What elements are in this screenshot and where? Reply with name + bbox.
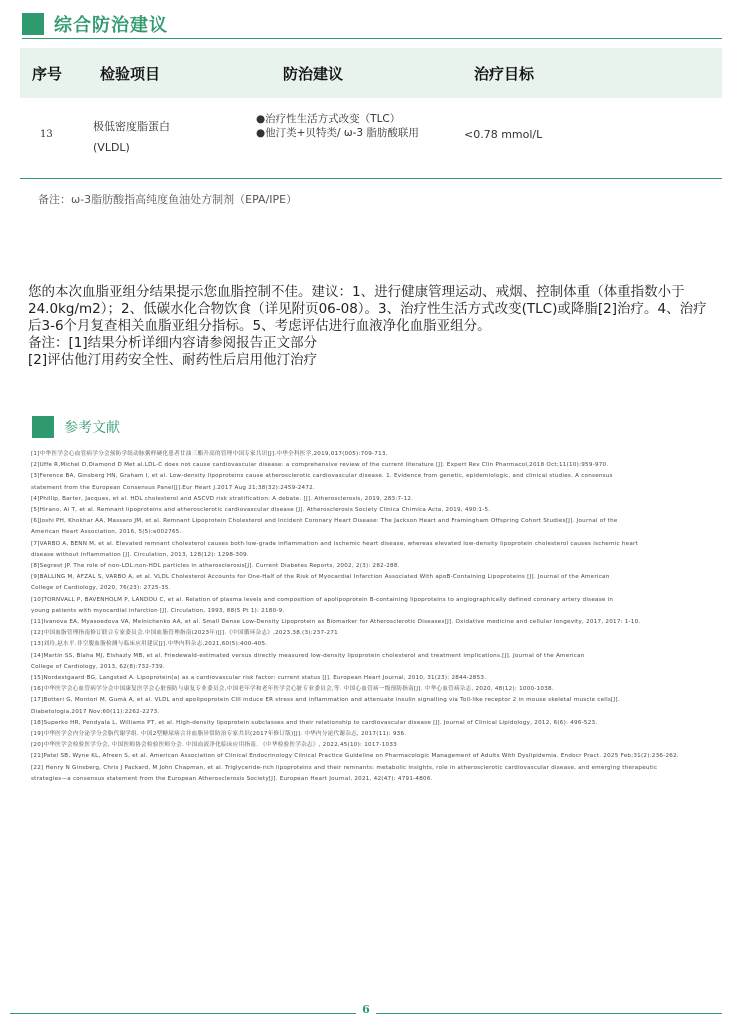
row-no: 13 [40,129,53,140]
header-no: 序号 [32,64,63,83]
reference-item: [17]Botteri G, Montori M, Gumà A, et al. VLDL and apolipoprotein CIII induce ER stress and inflammation and attenuate insulin signalling via Toll-like receptor 2 in mouse skeletal muscle cells[J]. [31,697,620,704]
reference-item: [15]Nordestgaard BG, Langsted A. Lipoprotein(a) as a cardiovascular risk factor: current status [J]. European Heart Journal, 2010, 31(23): 2844-2853. [31,675,487,682]
reference-item: [9]BALLING M, AFZAL S, VARBO A, et al. VLDL Cholesterol Accounts for One-Half of the Risk of Myocardial Infarction Associated With apoB-Containing Lipoproteins [J]. Journal of the American [31,574,610,581]
reference-item: [8]Segrest JP. The role of non-LDL:non-HDL particles in atherosclerosis[J]. Current Diabetes Reports, 2002, 2(3): 282-288. [31,563,400,570]
reference-item: [4]Phillip, Barter, Jacques, et al. HDL cholesterol and ASCVD risk stratification: A debate. [J]. Atherosclerosis, 2019, 283:7-12. [31,495,414,502]
reference-item: [19]中华医学会内分泌学分会脂代谢学组. 中国2型糖尿病合并血脂异常防治专家共识(2017年修订版)[J]. 中华内分泌代谢杂志, 2017(11): 936. [31,731,407,738]
summary-note: [2]评估他汀用药安全性、耐药性后启用他汀治疗 [28,352,318,368]
reference-item: College of Cardiology, 2013, 62(8):732-739. [31,663,165,670]
reference-item: statement from the European Consensus Panel[J].Eur Heart J.2017 Aug 21;38(32):2459-2472. [31,484,315,491]
row-item-name: 极低密度脂蛋白 [93,120,170,133]
header-advice: 防治建议 [283,64,344,83]
reference-item: [5]Hirano, Ai T, et al. Remnant lipoproteins and atherosclerotic cardiovascular disease [J]. Atherosclerosis Society Clinica Chimica Acta, 2019, 490:1-5. [31,507,491,514]
reference-item: Diabetologia,2017 Nov;60(11):2262-2273. [31,708,160,715]
reference-item: College of Cardiology, 2020, 76(23): 2725-35. [31,585,171,592]
references-marker-icon [32,416,54,438]
reference-item: [22] Henry N Ginsberg, Chris J Packard, M John Chapman, et al. Triglyceride-rich lipoproteins and their remnants: metabolic insights, role in atherosclerotic cardiovascular disease, and emerging therapeutic [31,764,658,771]
section-title: 综合防治建议 [54,15,168,36]
table-note: 备注：ω-3脂肪酸指高纯度鱼油处方制剂（EPA/IPE） [38,193,298,206]
row-item-abbr: (VLDL) [93,141,130,154]
table-header [20,48,722,98]
reference-item: [1]中华医学会心血管病学分会预防学组动脉粥样硬化患者甘油三酯升高的管理中国专家共识[J].中华全科医学,2019,017(005):709-713. [31,451,388,457]
reference-item: [6]Joshi PH, Khokhar AA, Massaro JM, et al. Remnant Lipoprotein Cholesterol and Incident Coronary Heart Disease: The Jackson Heart and Framingham Offspring Cohort Studies[J]. Journal of the [31,518,618,525]
reference-item: [16]中华医学会心血管病学分会中国康复医学会心脏预防与康复专业委员会,中国老年学和老年医学会心脏专业委员会,等. 中国心血管病一级预防指南[J]. 中华心血管病杂志, 2020, 48(12): 1000-1038. [31,686,554,693]
reference-item: [21]Patel SB, Wyne KL, Afreen S, et al. American Association of Clinical Endocrinology Clinical Practice Guideline on Pharmacologic Management of Adults With Dyslipidemia. Endocr Pract. 2025 Feb;31(2):236-262. [31,753,679,760]
row-advice-line: ●他汀类+贝特类/ ω-3 脂肪酸联用 [256,127,419,139]
row-advice-line: ●治疗性生活方式改变（TLC） [256,113,401,125]
reference-item: American Heart Association, 2016, 5(5):e002765. [31,529,182,536]
reference-item: [13]刘玲,赵水平.非空腹血脂检测与临床应用建议[J].中华内科杂志,2021,60(5):400-405. [31,641,268,648]
reference-item: [3]Ference BA, Ginsberg HN, Graham I, et al. Low-density lipoproteins cause atherosclerotic cardiovascular disease. 1. Evidence from genetic, epidemiologic, and clinical studies. A consensus [31,473,613,480]
references-title: 参考文献 [64,420,120,436]
reference-item: [11]Ivanova EA, Myasoedova VA, Melnichenko AA, et al. Small Dense Low-Density Lipoprotein as Biomarker for Atherosclerotic Diseases[J]. Oxidative medicine and cellular longevity, 2017, 2017: 1-10. [31,619,641,626]
section-header [22,12,168,36]
references-header [32,416,120,438]
reference-item: strategies—a consensus statement from the European Atherosclerosis Society[J]. European Heart Journal, 2021, 42(47): 4791-4806. [31,775,433,782]
section-divider [22,38,722,39]
row-advice [256,112,419,140]
page-number: 6 [356,1003,376,1016]
summary-note: 备注：[1]结果分析详细内容请参阅报告正文部分 [28,335,318,351]
header-target: 治疗目标 [474,64,535,83]
reference-item: [14]Martin SS, Blaha MJ, Elshazly MB, et al. Friedewald-estimated versus directly measured low-density lipoprotein cholesterol and treatment implications.[J]. Journal of the American [31,652,585,659]
reference-item: [18]Superko HR, Pendyala L, Williams PT, et al. High-density lipoprotein subclasses and their relationship to cardiovascular disease [J]. Journal of Clinical Lipidology, 2012, 6(6): 496-523. [31,719,598,726]
reference-item: [7]VARBO A, BENN M, et al. Elevated remnant cholesterol causes both low-grade inflammation and ischemic heart disease, whereas elevated low-density lipoprotein cholesterol causes ischemic heart [31,540,639,547]
references-list [31,449,715,785]
section-marker-icon [22,13,44,35]
reference-item: [20]中华医学会检验医学分会, 中国医师协会检验医师分会. 中国血液净化临床应用指南. 《中华检验医学杂志》, 2022,45(10): 1017-1033 [31,742,397,749]
summary-text [28,284,712,369]
header-item: 检验项目 [100,64,161,83]
summary-paragraph: 您的本次血脂亚组分结果提示您血脂控制不佳。建议：1、进行健康管理运动、戒烟、控制体重（体重指数小于24.0kg/m2）；2、低碳水化合物饮食（详见附页06-08）。3、治疗性生活方式改变(TLC)或降脂[2]治疗。4、治疗后3-6个月复查相关血脂亚组分指标。5、考虑评估进行血液净化血脂亚组分。 [28,284,707,334]
reference-item: [10]TORNVALL P, BAVENHOLM P, LANDOU C, et al. Relation of plasma levels and composition of apolipoprotein B-containing lipoproteins to angiographically defined coronary artery disease in [31,596,614,603]
row-item [93,116,170,158]
reference-item: young patients with myocardial infarction [J]. Circulation, 1993, 88(5 Pt 1): 2180-9. [31,607,285,614]
reference-item: [12]中国血脂管理指南修订联合专家委员会.中国血脂管理指南(2023年)[J].《中国循环杂志》,2023,38.(3):237-271 [31,630,338,637]
advice-table [20,48,722,179]
table-row [20,98,722,179]
row-target: <0.78 mmol/L [464,128,543,141]
reference-item: [2]Uffe R,Michel D,Diamond D Met al.LDL-C does not cause cardiovascular disease: a comprehensive review of the current literature [J]. Expert Rev Clin Pharmacol,2018 Oct;11(10):959-970. [31,462,609,469]
reference-item: disease without inflammation [J]. Circulation, 2013, 128(12): 1298-309. [31,551,249,558]
